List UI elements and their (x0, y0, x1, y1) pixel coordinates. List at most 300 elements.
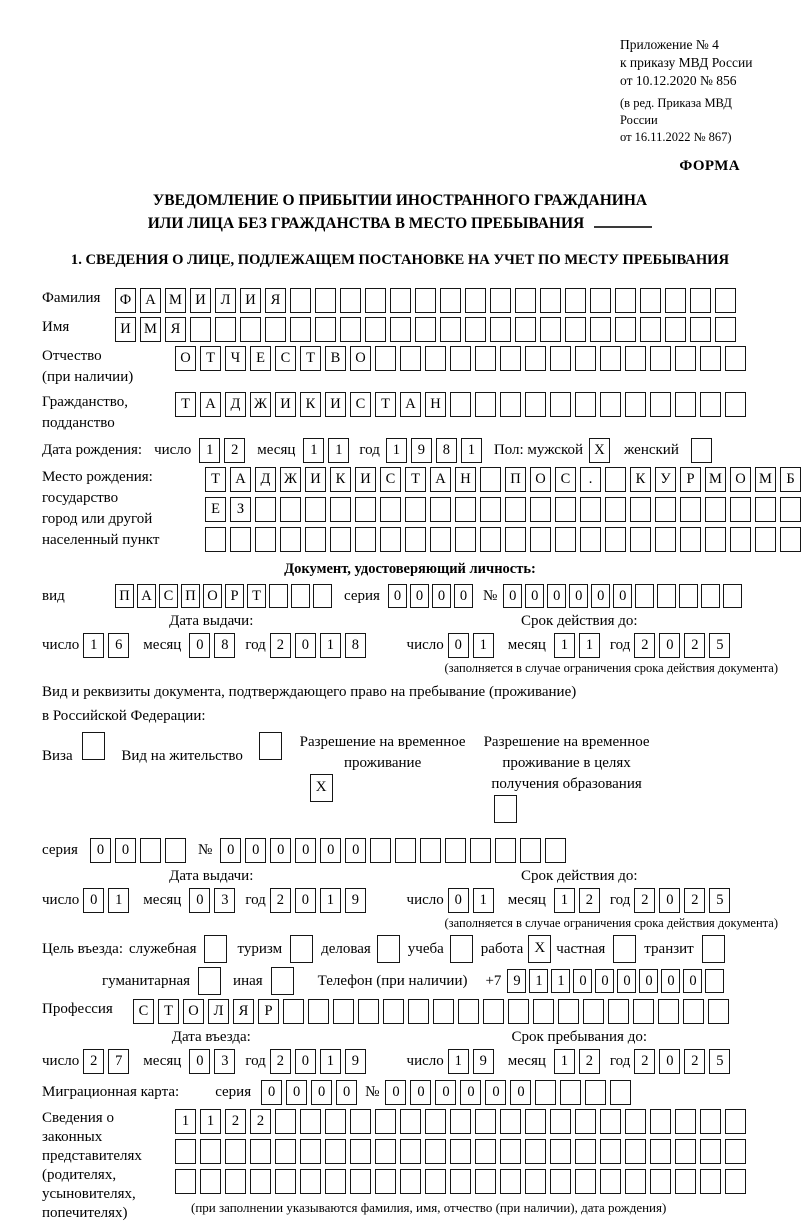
char-cell[interactable] (490, 317, 511, 342)
char-cell[interactable] (730, 527, 751, 552)
char-cell[interactable] (657, 584, 676, 608)
char-cell[interactable] (500, 1139, 521, 1164)
char-cell[interactable]: 0 (189, 888, 210, 913)
char-cell[interactable] (665, 317, 686, 342)
char-cell[interactable]: 0 (189, 1049, 210, 1074)
char-cell[interactable]: А (137, 584, 156, 608)
char-cell[interactable]: 0 (345, 838, 366, 863)
char-cell[interactable]: 2 (270, 888, 291, 913)
char-cell[interactable] (700, 1169, 721, 1194)
char-cell[interactable]: М (755, 467, 776, 492)
char-cell[interactable] (445, 838, 466, 863)
char-cell[interactable]: 1 (554, 1049, 575, 1074)
char-cell[interactable] (525, 1169, 546, 1194)
char-cell[interactable] (425, 1169, 446, 1194)
char-cell[interactable]: 0 (639, 969, 658, 993)
char-cell[interactable] (433, 999, 454, 1024)
char-cell[interactable] (240, 317, 261, 342)
char-cell[interactable]: 2 (83, 1049, 104, 1074)
char-cell[interactable]: 2 (684, 633, 705, 658)
char-cell[interactable] (725, 1109, 746, 1134)
char-cell[interactable]: Я (165, 317, 186, 342)
char-cell[interactable] (458, 999, 479, 1024)
char-cell[interactable] (380, 497, 401, 522)
char-cell[interactable] (271, 967, 294, 995)
char-cell[interactable] (580, 527, 601, 552)
char-cell[interactable] (525, 1139, 546, 1164)
char-cell[interactable]: 0 (311, 1080, 332, 1105)
char-cell[interactable]: 0 (245, 838, 266, 863)
char-cell[interactable]: 2 (225, 1109, 246, 1134)
char-cell[interactable]: Д (225, 392, 246, 417)
char-cell[interactable] (383, 999, 404, 1024)
char-cell[interactable] (450, 346, 471, 371)
char-cell[interactable]: 0 (295, 633, 316, 658)
char-cell[interactable] (330, 527, 351, 552)
char-cell[interactable]: Л (215, 288, 236, 313)
char-cell[interactable] (165, 838, 186, 863)
char-cell[interactable] (558, 999, 579, 1024)
char-cell[interactable] (700, 392, 721, 417)
char-cell[interactable]: Ж (250, 392, 271, 417)
char-cell[interactable] (330, 497, 351, 522)
char-cell[interactable] (755, 527, 776, 552)
char-cell[interactable] (605, 467, 626, 492)
char-cell[interactable] (291, 584, 310, 608)
char-cell[interactable]: Т (205, 467, 226, 492)
char-cell[interactable] (470, 838, 491, 863)
char-cell[interactable] (390, 288, 411, 313)
char-cell[interactable] (575, 1139, 596, 1164)
char-cell[interactable]: 0 (83, 888, 104, 913)
char-cell[interactable]: П (505, 467, 526, 492)
char-cell[interactable] (725, 392, 746, 417)
char-cell[interactable]: О (530, 467, 551, 492)
char-cell[interactable]: 0 (295, 838, 316, 863)
char-cell[interactable] (608, 999, 629, 1024)
char-cell[interactable] (300, 1109, 321, 1134)
char-cell[interactable] (530, 527, 551, 552)
char-cell[interactable]: Т (175, 392, 196, 417)
char-cell[interactable] (325, 1109, 346, 1134)
char-cell[interactable] (475, 1139, 496, 1164)
char-cell[interactable] (600, 1139, 621, 1164)
char-cell[interactable] (280, 497, 301, 522)
char-cell[interactable]: К (300, 392, 321, 417)
char-cell[interactable] (550, 1109, 571, 1134)
char-cell[interactable] (280, 527, 301, 552)
char-cell[interactable]: 1 (303, 438, 324, 463)
char-cell[interactable] (780, 527, 801, 552)
char-cell[interactable] (400, 1139, 421, 1164)
char-cell[interactable] (590, 317, 611, 342)
char-cell[interactable]: О (203, 584, 222, 608)
char-cell[interactable] (705, 969, 724, 993)
char-cell[interactable]: И (275, 392, 296, 417)
char-cell[interactable] (630, 497, 651, 522)
char-cell[interactable] (515, 317, 536, 342)
char-cell[interactable] (675, 1109, 696, 1134)
char-cell[interactable]: 2 (579, 888, 600, 913)
char-cell[interactable]: С (159, 584, 178, 608)
char-cell[interactable] (405, 497, 426, 522)
char-cell[interactable] (420, 838, 441, 863)
char-cell[interactable] (400, 1169, 421, 1194)
char-cell[interactable] (679, 584, 698, 608)
char-cell[interactable]: А (140, 288, 161, 313)
char-cell[interactable] (315, 317, 336, 342)
char-cell[interactable]: А (400, 392, 421, 417)
char-cell[interactable] (575, 1169, 596, 1194)
char-cell[interactable]: С (555, 467, 576, 492)
char-cell[interactable] (690, 288, 711, 313)
char-cell[interactable]: Д (255, 467, 276, 492)
char-cell[interactable] (205, 527, 226, 552)
char-cell[interactable]: 0 (454, 584, 473, 608)
char-cell[interactable] (680, 497, 701, 522)
char-cell[interactable]: Е (250, 346, 271, 371)
char-cell[interactable] (450, 392, 471, 417)
char-cell[interactable] (575, 392, 596, 417)
char-cell[interactable] (500, 1109, 521, 1134)
char-cell[interactable] (700, 1139, 721, 1164)
char-cell[interactable]: 0 (448, 633, 469, 658)
char-cell[interactable]: М (165, 288, 186, 313)
char-cell[interactable] (300, 1169, 321, 1194)
char-cell[interactable] (700, 1109, 721, 1134)
char-cell[interactable] (480, 527, 501, 552)
char-cell[interactable] (490, 288, 511, 313)
char-cell[interactable] (380, 527, 401, 552)
char-cell[interactable] (450, 1169, 471, 1194)
char-cell[interactable]: А (200, 392, 221, 417)
char-cell[interactable] (630, 527, 651, 552)
char-cell[interactable]: 1 (551, 969, 570, 993)
char-cell[interactable]: 1 (386, 438, 407, 463)
char-cell[interactable]: 1 (473, 633, 494, 658)
char-cell[interactable]: 0 (595, 969, 614, 993)
char-cell[interactable] (675, 1169, 696, 1194)
char-cell[interactable] (655, 497, 676, 522)
char-cell[interactable]: 2 (684, 1049, 705, 1074)
char-cell[interactable]: 0 (510, 1080, 531, 1105)
char-cell[interactable] (640, 288, 661, 313)
char-cell[interactable]: 9 (345, 1049, 366, 1074)
char-cell[interactable] (525, 1109, 546, 1134)
char-cell[interactable]: П (115, 584, 134, 608)
char-cell[interactable]: 5 (709, 888, 730, 913)
char-cell[interactable] (605, 497, 626, 522)
char-cell[interactable]: 1 (320, 888, 341, 913)
char-cell[interactable]: З (230, 497, 251, 522)
char-cell[interactable] (325, 1169, 346, 1194)
char-cell[interactable]: X (310, 774, 333, 802)
char-cell[interactable] (250, 1169, 271, 1194)
char-cell[interactable] (308, 999, 329, 1024)
char-cell[interactable] (408, 999, 429, 1024)
char-cell[interactable]: 1 (175, 1109, 196, 1134)
char-cell[interactable] (425, 346, 446, 371)
char-cell[interactable] (290, 288, 311, 313)
char-cell[interactable]: Б (780, 467, 801, 492)
char-cell[interactable] (400, 1109, 421, 1134)
char-cell[interactable] (650, 1109, 671, 1134)
char-cell[interactable]: С (350, 392, 371, 417)
char-cell[interactable] (225, 1139, 246, 1164)
char-cell[interactable] (225, 1169, 246, 1194)
char-cell[interactable]: И (325, 392, 346, 417)
char-cell[interactable] (450, 1109, 471, 1134)
char-cell[interactable] (325, 1139, 346, 1164)
char-cell[interactable] (725, 1139, 746, 1164)
char-cell[interactable] (400, 346, 421, 371)
char-cell[interactable] (600, 1169, 621, 1194)
char-cell[interactable] (675, 1139, 696, 1164)
char-cell[interactable] (480, 467, 501, 492)
char-cell[interactable]: 0 (295, 1049, 316, 1074)
char-cell[interactable] (691, 438, 712, 463)
char-cell[interactable]: . (580, 467, 601, 492)
char-cell[interactable] (230, 527, 251, 552)
char-cell[interactable] (580, 497, 601, 522)
char-cell[interactable] (540, 317, 561, 342)
char-cell[interactable] (215, 317, 236, 342)
char-cell[interactable]: Т (247, 584, 266, 608)
char-cell[interactable] (508, 999, 529, 1024)
char-cell[interactable]: 2 (684, 888, 705, 913)
char-cell[interactable]: И (115, 317, 136, 342)
char-cell[interactable]: 0 (220, 838, 241, 863)
char-cell[interactable] (500, 346, 521, 371)
char-cell[interactable] (680, 527, 701, 552)
char-cell[interactable]: 2 (270, 633, 291, 658)
char-cell[interactable]: 0 (189, 633, 210, 658)
char-cell[interactable]: 0 (270, 838, 291, 863)
char-cell[interactable] (175, 1169, 196, 1194)
char-cell[interactable] (375, 1109, 396, 1134)
char-cell[interactable] (350, 1109, 371, 1134)
char-cell[interactable]: 0 (661, 969, 680, 993)
char-cell[interactable]: П (181, 584, 200, 608)
char-cell[interactable] (430, 527, 451, 552)
char-cell[interactable]: О (730, 467, 751, 492)
char-cell[interactable] (140, 838, 161, 863)
char-cell[interactable] (515, 288, 536, 313)
char-cell[interactable] (583, 999, 604, 1024)
char-cell[interactable] (415, 288, 436, 313)
char-cell[interactable]: Т (200, 346, 221, 371)
char-cell[interactable]: 0 (385, 1080, 406, 1105)
char-cell[interactable] (377, 935, 400, 963)
char-cell[interactable] (550, 346, 571, 371)
char-cell[interactable] (455, 497, 476, 522)
char-cell[interactable]: И (305, 467, 326, 492)
char-cell[interactable]: Т (158, 999, 179, 1024)
char-cell[interactable]: Т (375, 392, 396, 417)
char-cell[interactable] (350, 1139, 371, 1164)
char-cell[interactable]: 0 (295, 888, 316, 913)
char-cell[interactable] (683, 999, 704, 1024)
char-cell[interactable] (265, 317, 286, 342)
char-cell[interactable] (755, 497, 776, 522)
char-cell[interactable] (725, 1169, 746, 1194)
char-cell[interactable]: 0 (261, 1080, 282, 1105)
char-cell[interactable]: 0 (659, 1049, 680, 1074)
char-cell[interactable]: 9 (473, 1049, 494, 1074)
char-cell[interactable]: О (175, 346, 196, 371)
char-cell[interactable] (525, 392, 546, 417)
char-cell[interactable] (405, 527, 426, 552)
char-cell[interactable]: 2 (579, 1049, 600, 1074)
char-cell[interactable] (495, 838, 516, 863)
char-cell[interactable] (355, 527, 376, 552)
char-cell[interactable]: Я (233, 999, 254, 1024)
char-cell[interactable]: С (133, 999, 154, 1024)
char-cell[interactable] (483, 999, 504, 1024)
char-cell[interactable] (658, 999, 679, 1024)
char-cell[interactable]: И (190, 288, 211, 313)
char-cell[interactable] (575, 1109, 596, 1134)
char-cell[interactable] (605, 527, 626, 552)
char-cell[interactable]: Я (265, 288, 286, 313)
char-cell[interactable] (450, 1139, 471, 1164)
char-cell[interactable]: 0 (432, 584, 451, 608)
char-cell[interactable] (565, 317, 586, 342)
char-cell[interactable]: 0 (410, 1080, 431, 1105)
char-cell[interactable] (625, 346, 646, 371)
char-cell[interactable] (565, 288, 586, 313)
char-cell[interactable]: 0 (683, 969, 702, 993)
char-cell[interactable]: 0 (569, 584, 588, 608)
char-cell[interactable]: X (528, 935, 551, 963)
char-cell[interactable]: 0 (613, 584, 632, 608)
char-cell[interactable] (690, 317, 711, 342)
char-cell[interactable]: О (183, 999, 204, 1024)
char-cell[interactable]: М (140, 317, 161, 342)
char-cell[interactable] (365, 288, 386, 313)
char-cell[interactable] (650, 1139, 671, 1164)
char-cell[interactable]: 1 (108, 888, 129, 913)
char-cell[interactable]: 0 (448, 888, 469, 913)
char-cell[interactable]: 6 (108, 633, 129, 658)
char-cell[interactable] (715, 288, 736, 313)
char-cell[interactable]: И (355, 467, 376, 492)
char-cell[interactable]: 1 (83, 633, 104, 658)
char-cell[interactable] (505, 527, 526, 552)
char-cell[interactable] (315, 288, 336, 313)
char-cell[interactable] (675, 346, 696, 371)
char-cell[interactable]: Р (680, 467, 701, 492)
char-cell[interactable] (625, 1109, 646, 1134)
char-cell[interactable]: 0 (286, 1080, 307, 1105)
char-cell[interactable]: 1 (529, 969, 548, 993)
char-cell[interactable] (600, 346, 621, 371)
char-cell[interactable]: 5 (709, 633, 730, 658)
char-cell[interactable]: Н (455, 467, 476, 492)
char-cell[interactable] (500, 1169, 521, 1194)
char-cell[interactable]: 0 (485, 1080, 506, 1105)
char-cell[interactable] (560, 1080, 581, 1105)
char-cell[interactable] (465, 288, 486, 313)
char-cell[interactable]: К (630, 467, 651, 492)
char-cell[interactable]: 1 (579, 633, 600, 658)
char-cell[interactable] (650, 392, 671, 417)
char-cell[interactable] (705, 497, 726, 522)
char-cell[interactable] (613, 935, 636, 963)
char-cell[interactable]: 8 (345, 633, 366, 658)
char-cell[interactable] (290, 935, 313, 963)
char-cell[interactable]: 0 (388, 584, 407, 608)
char-cell[interactable]: 1 (448, 1049, 469, 1074)
char-cell[interactable] (701, 584, 720, 608)
char-cell[interactable]: 5 (709, 1049, 730, 1074)
char-cell[interactable] (305, 497, 326, 522)
char-cell[interactable] (340, 288, 361, 313)
char-cell[interactable]: 1 (328, 438, 349, 463)
char-cell[interactable] (375, 1169, 396, 1194)
char-cell[interactable] (575, 346, 596, 371)
char-cell[interactable] (275, 1109, 296, 1134)
char-cell[interactable] (550, 1169, 571, 1194)
char-cell[interactable] (535, 1080, 556, 1105)
char-cell[interactable]: 9 (345, 888, 366, 913)
char-cell[interactable]: 0 (591, 584, 610, 608)
char-cell[interactable] (585, 1080, 606, 1105)
char-cell[interactable] (259, 732, 282, 760)
char-cell[interactable] (708, 999, 729, 1024)
char-cell[interactable] (204, 935, 227, 963)
char-cell[interactable] (395, 838, 416, 863)
char-cell[interactable] (300, 1139, 321, 1164)
char-cell[interactable]: С (275, 346, 296, 371)
char-cell[interactable] (723, 584, 742, 608)
char-cell[interactable]: 0 (525, 584, 544, 608)
char-cell[interactable]: О (350, 346, 371, 371)
char-cell[interactable]: 0 (336, 1080, 357, 1105)
char-cell[interactable]: А (430, 467, 451, 492)
char-cell[interactable] (650, 346, 671, 371)
char-cell[interactable] (480, 497, 501, 522)
char-cell[interactable] (550, 392, 571, 417)
char-cell[interactable] (475, 1169, 496, 1194)
char-cell[interactable] (430, 497, 451, 522)
char-cell[interactable]: А (230, 467, 251, 492)
char-cell[interactable]: 2 (250, 1109, 271, 1134)
char-cell[interactable] (255, 527, 276, 552)
char-cell[interactable] (350, 1169, 371, 1194)
char-cell[interactable] (640, 317, 661, 342)
char-cell[interactable] (705, 527, 726, 552)
char-cell[interactable]: 3 (214, 1049, 235, 1074)
char-cell[interactable]: Ф (115, 288, 136, 313)
char-cell[interactable]: Ч (225, 346, 246, 371)
char-cell[interactable]: В (325, 346, 346, 371)
char-cell[interactable]: 0 (115, 838, 136, 863)
char-cell[interactable] (82, 732, 105, 760)
char-cell[interactable] (675, 392, 696, 417)
char-cell[interactable]: Т (300, 346, 321, 371)
char-cell[interactable] (545, 838, 566, 863)
char-cell[interactable] (600, 1109, 621, 1134)
char-cell[interactable]: Т (405, 467, 426, 492)
char-cell[interactable] (333, 999, 354, 1024)
char-cell[interactable] (555, 497, 576, 522)
char-cell[interactable] (610, 1080, 631, 1105)
char-cell[interactable]: X (589, 438, 610, 463)
char-cell[interactable] (635, 584, 654, 608)
char-cell[interactable]: Е (205, 497, 226, 522)
char-cell[interactable] (650, 1169, 671, 1194)
